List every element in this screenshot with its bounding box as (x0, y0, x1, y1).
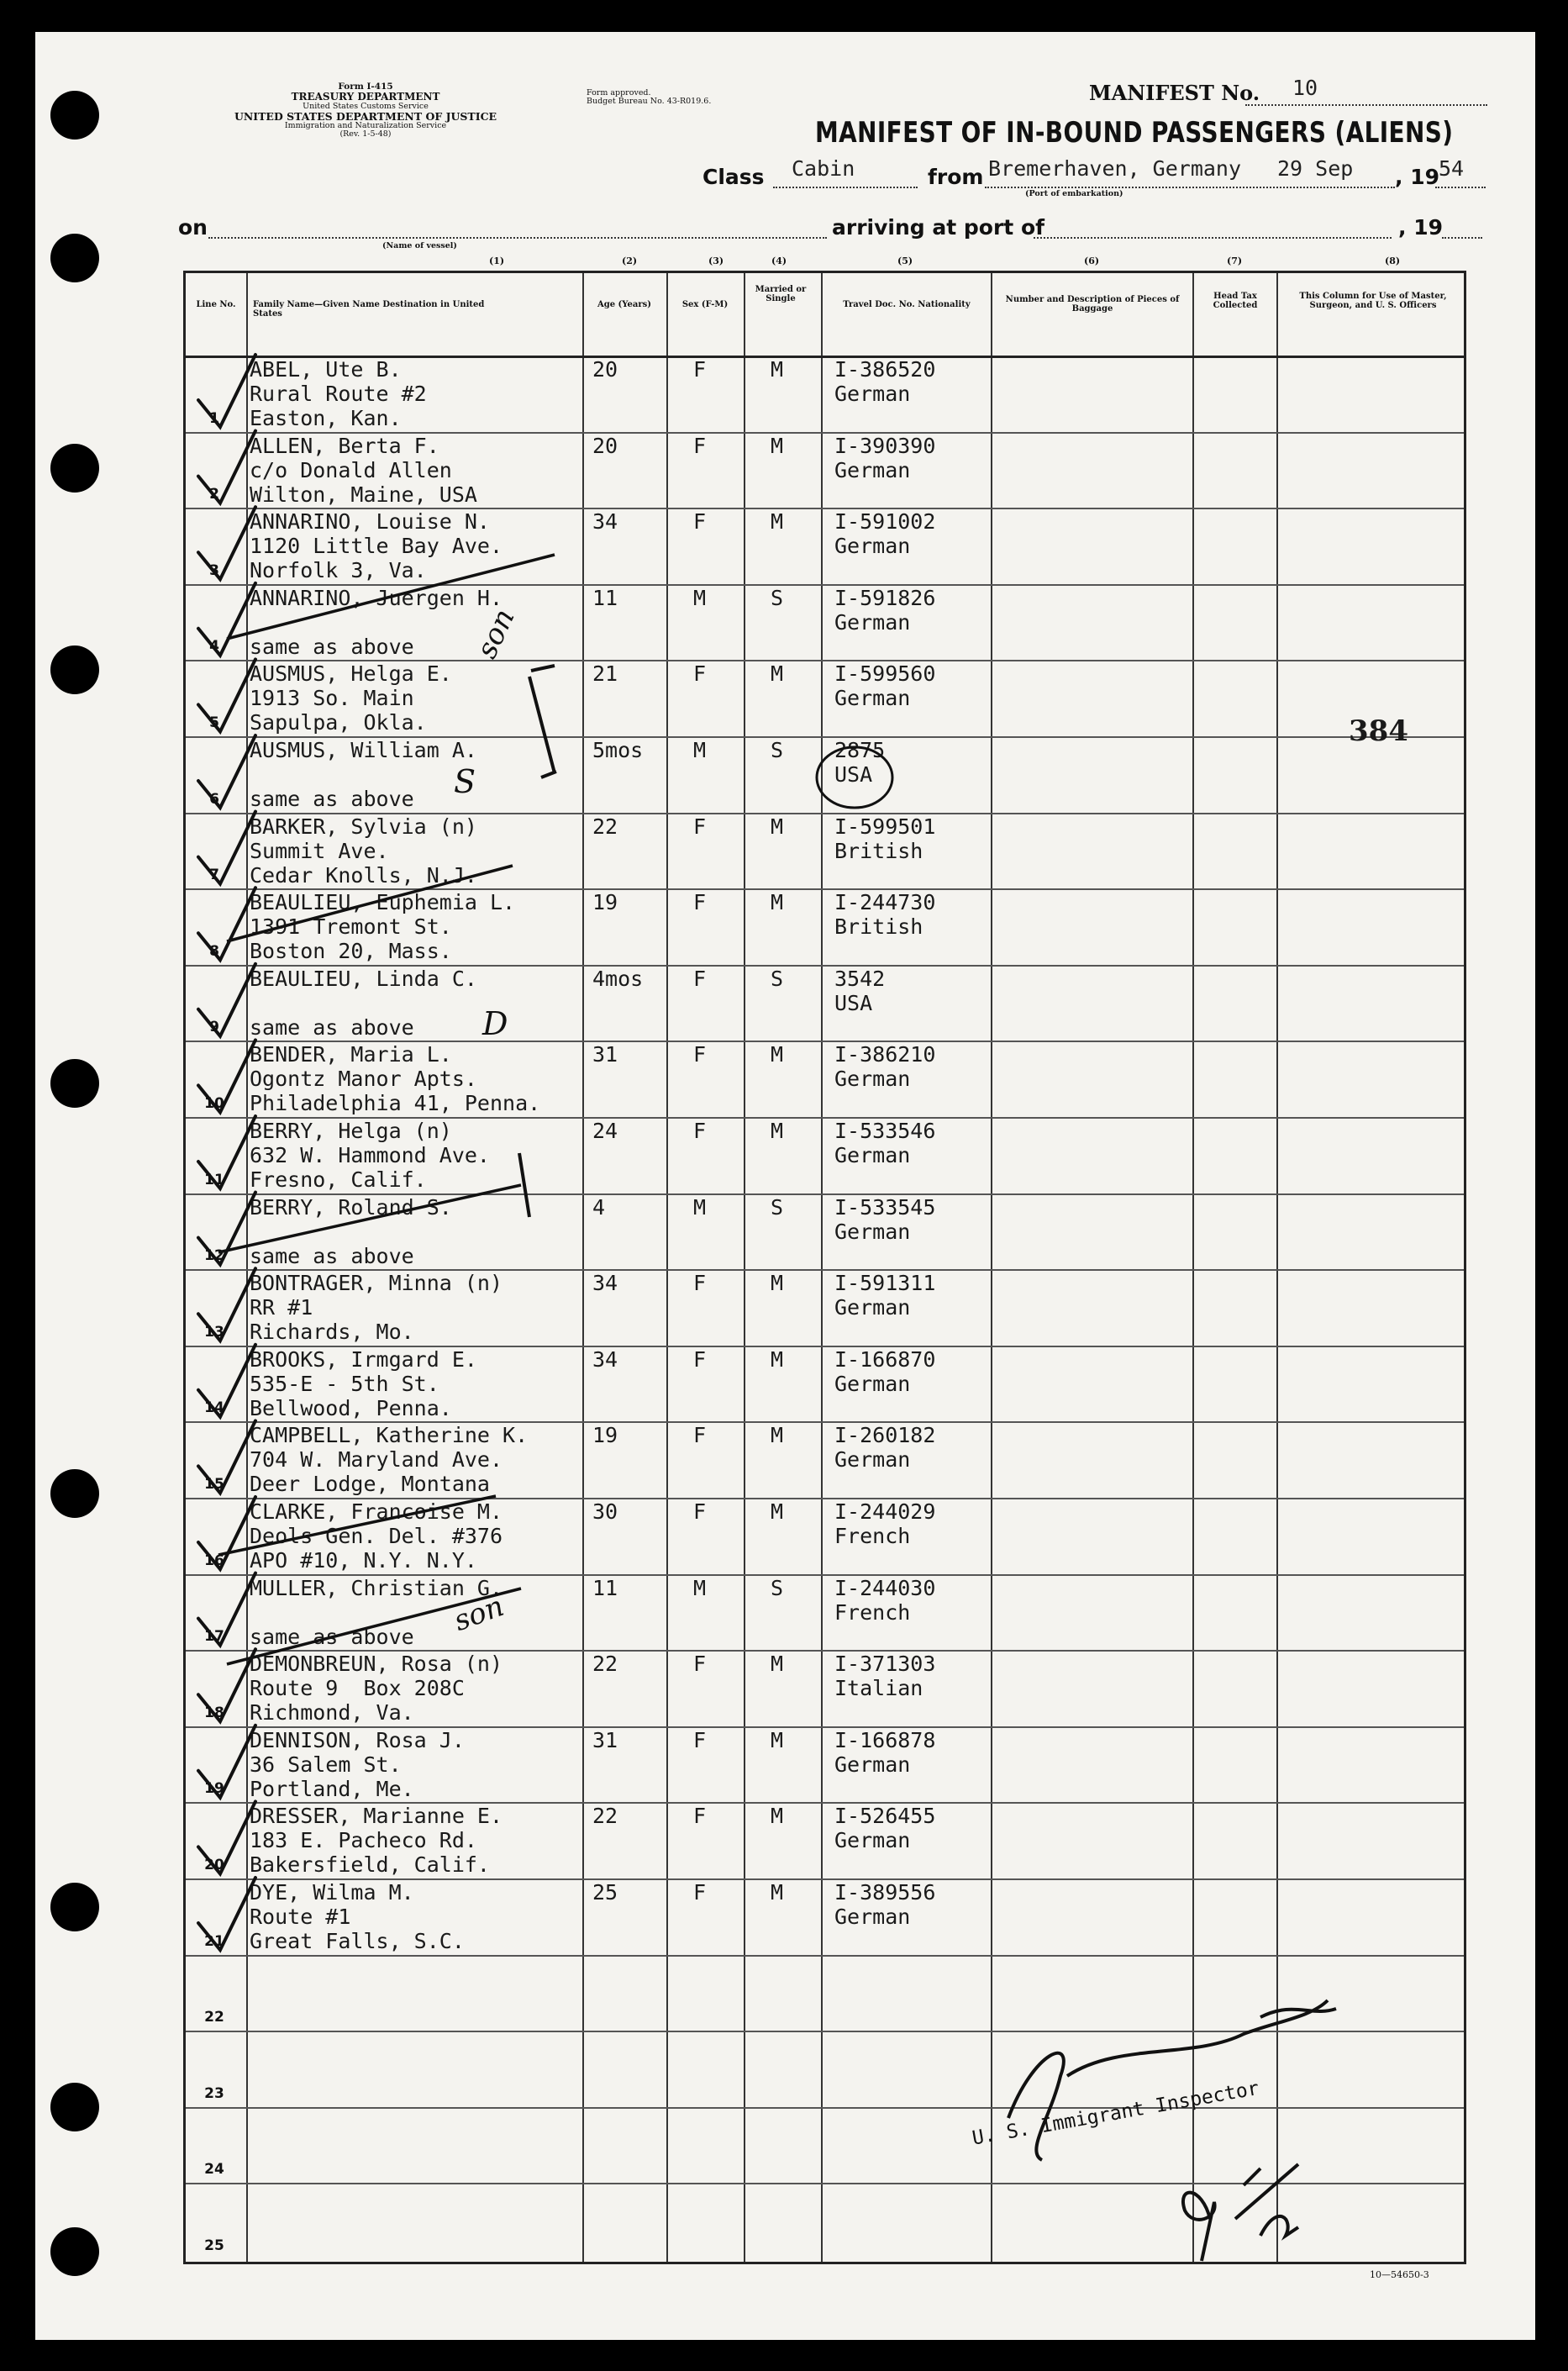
passenger-age: 20 (592, 357, 618, 382)
passenger-name: BEAULIEU, Linda C. (250, 966, 477, 991)
col-head-tax: Head Tax Collected (1213, 292, 1258, 310)
destination-line-1: RR #1 (250, 1295, 313, 1320)
line-number: 17 (204, 1628, 224, 1646)
passenger-sex: F (693, 1727, 707, 1752)
passenger-marital: M (771, 1346, 784, 1372)
travel-doc-number: I-244030 (834, 1575, 936, 1600)
passenger-age: 34 (592, 509, 618, 535)
line-number: 21 (204, 1932, 224, 1950)
year-line (1435, 187, 1486, 188)
line-number: 11 (204, 1171, 224, 1188)
col-num-5: (5) (897, 256, 913, 266)
passenger-name: BONTRAGER, Minna (n) (250, 1271, 503, 1296)
dept-justice-sub: Immigration and Naturalization Service (284, 120, 447, 130)
nationality: French (834, 1599, 911, 1625)
nationality: German (834, 1067, 911, 1092)
nationality: Italian (834, 1676, 923, 1701)
passenger-sex: F (693, 890, 707, 915)
line-number: 22 (204, 2009, 224, 2026)
col-head-travel: Travel Doc. No. Nationality (843, 300, 971, 309)
manifest-number: 10 (1292, 76, 1318, 100)
col-num-4: (4) (771, 256, 787, 266)
passenger-sex: M (693, 1194, 707, 1220)
form-number: Form I-415 (338, 82, 393, 92)
line-number: 15 (204, 1476, 224, 1493)
travel-doc-number: I-599560 (834, 661, 936, 687)
passenger-name: AUSMUS, William A. (250, 738, 477, 762)
destination-line-1: 535-E - 5th St. (250, 1371, 439, 1396)
passenger-name: BERRY, Helga (n) (250, 1119, 452, 1143)
nationality: USA (834, 762, 873, 787)
class-line (773, 187, 918, 188)
travel-doc-number: I-591002 (834, 509, 936, 535)
passenger-age: 5mos (592, 738, 644, 762)
binder-hole (50, 234, 99, 282)
passenger-marital: M (771, 1042, 784, 1067)
inspector-note (1309, 2236, 1312, 2237)
nationality: German (834, 1828, 911, 1853)
col-num-3: (3) (708, 256, 724, 266)
destination-line-2: same as above (250, 634, 414, 659)
destination-line-1: 36 Salem St. (250, 1752, 402, 1777)
nationality: German (834, 1219, 911, 1244)
passenger-sex: F (693, 1119, 707, 1143)
passenger-age: 19 (592, 890, 618, 915)
line-number: 5 (209, 714, 219, 731)
passenger-sex: M (693, 1575, 707, 1600)
travel-doc-number: 3542 (834, 966, 886, 991)
line-number: 13 (204, 1323, 224, 1341)
vessel-line (208, 237, 827, 239)
line-number: 9 (209, 1019, 219, 1036)
col-head-name: Family Name—Given Name Destination in United States (253, 300, 485, 319)
destination-line-1: c/o Donald Allen (250, 457, 452, 482)
col-num-1: (1) (489, 256, 505, 266)
destination-line-1: 632 W. Hammond Ave. (250, 1143, 490, 1167)
passenger-name: DRESSER, Marianne E. (250, 1804, 503, 1829)
handwritten-son-1: son (470, 603, 522, 664)
passenger-sex: F (693, 1042, 707, 1067)
passenger-sex: F (693, 1423, 707, 1448)
passenger-name: ABEL, Ute B. (250, 357, 402, 382)
destination-line-1: 1120 Little Bay Ave. (250, 534, 503, 559)
travel-doc-number: I-526455 (834, 1804, 936, 1829)
passenger-age: 19 (592, 1423, 618, 1448)
passenger-age: 31 (592, 1727, 618, 1752)
nationality: German (834, 1143, 911, 1167)
destination-line-2: Wilton, Maine, USA (250, 482, 477, 507)
line-number: 25 (204, 2237, 224, 2254)
passenger-sex: F (693, 509, 707, 535)
dept-treasury: TREASURY DEPARTMENT (291, 91, 440, 103)
passenger-age: 34 (592, 1346, 618, 1372)
on-label: on (178, 215, 208, 240)
footer-code: 10—54650-3 (1370, 2269, 1429, 2280)
destination-line-2: Deer Lodge, Montana (250, 1472, 490, 1497)
passenger-age: 4 (592, 1194, 606, 1220)
binder-hole (50, 91, 99, 140)
travel-doc-number: I-386520 (834, 357, 936, 382)
travel-doc-number: I-244029 (834, 1499, 936, 1524)
passenger-marital: M (771, 814, 784, 839)
handwritten-d: D (482, 1005, 508, 1042)
line-number: 8 (209, 942, 219, 960)
col-divider (1192, 273, 1194, 2262)
col-num-6: (6) (1084, 256, 1100, 266)
passenger-name: BROOKS, Irmgard E. (250, 1346, 477, 1372)
passenger-marital: M (771, 357, 784, 382)
line-number: 18 (204, 1704, 224, 1721)
binder-hole (50, 444, 99, 493)
passenger-name: ANNARINO, Louise N. (250, 509, 490, 535)
destination-line-2: Cedar Knolls, N.J. (250, 862, 477, 888)
dept-justice: UNITED STATES DEPARTMENT OF JUSTICE (234, 109, 497, 123)
destination-line-2: Bellwood, Penna. (250, 1395, 452, 1420)
passenger-marital: M (771, 1652, 784, 1677)
from-line (985, 187, 1395, 188)
from-label: from (928, 165, 984, 189)
col-head-sex: Sex (F-M) (681, 300, 729, 309)
vessel-caption: (Name of vessel) (382, 241, 457, 250)
passenger-name: DENNISON, Rosa J. (250, 1727, 465, 1752)
destination-line-1: Route 9 Box 208C (250, 1676, 465, 1701)
line-number: 2 (209, 486, 219, 503)
travel-doc-number: 2875 (834, 738, 886, 762)
passenger-table (183, 271, 1466, 2264)
travel-doc-number: I-533545 (834, 1194, 936, 1220)
nationality: USA (834, 990, 873, 1015)
col-divider (821, 273, 823, 2262)
passenger-age: 22 (592, 1652, 618, 1677)
handwritten-s: S (454, 763, 476, 800)
passenger-age: 24 (592, 1119, 618, 1143)
passenger-sex: F (693, 357, 707, 382)
passenger-age: 22 (592, 814, 618, 839)
travel-doc-number: I-166870 (834, 1346, 936, 1372)
destination-line-1: Rural Route #2 (250, 382, 427, 406)
passenger-age: 22 (592, 1804, 618, 1829)
destination-line-2: Norfolk 3, Va. (250, 558, 427, 583)
line-number: 24 (204, 2161, 224, 2179)
passenger-name: CAMPBELL, Katherine K. (250, 1423, 529, 1448)
line-number: 10 (204, 1095, 224, 1112)
nationality: German (834, 1371, 911, 1396)
destination-line-2: Portland, Me. (250, 1776, 414, 1801)
passenger-marital: M (771, 661, 784, 687)
nationality: British (834, 914, 923, 940)
arriving-label: arriving at port of (832, 215, 1044, 240)
destination-line-1: 1913 So. Main (250, 686, 414, 711)
form-approval: Form approved. Budget Bureau No. 43-R019.6. (587, 88, 712, 106)
manifest-number-label: MANIFEST No. (1089, 81, 1260, 105)
line-number: 12 (204, 1247, 224, 1265)
passenger-sex: M (693, 585, 707, 610)
passenger-name: CLARKE, Francoise M. (250, 1499, 503, 1524)
line-number: 7 (209, 867, 219, 884)
destination-line-1: 704 W. Maryland Ave. (250, 1447, 503, 1473)
destination-line-2: same as above (250, 1624, 414, 1649)
travel-doc-number: I-244730 (834, 890, 936, 915)
passenger-age: 11 (592, 1575, 618, 1600)
destination-line-2: same as above (250, 787, 414, 811)
passenger-marital: S (771, 585, 784, 610)
nationality: German (834, 1905, 911, 1929)
nationality: French (834, 1524, 911, 1548)
binder-hole (50, 1469, 99, 1518)
destination-line-2: same as above (250, 1014, 414, 1040)
passenger-sex: F (693, 1499, 707, 1524)
form-revision: (Rev. 1-5-48) (339, 129, 392, 139)
passenger-sex: F (693, 966, 707, 991)
row-divider (186, 2031, 1464, 2032)
col-head-officers: This Column for Use of Master, Surgeon, and U. S. Officers (1299, 292, 1447, 310)
destination-line-2: Richmond, Va. (250, 1700, 414, 1726)
binder-hole (50, 1883, 99, 1931)
line-number: 3 (209, 561, 219, 579)
nationality: German (834, 1295, 911, 1320)
arrival-year-line (1442, 237, 1482, 239)
passenger-marital: M (771, 509, 784, 535)
destination-line-2: Easton, Kan. (250, 406, 402, 430)
destination-line-2: Bakersfield, Calif. (250, 1852, 490, 1878)
line-number: 4 (209, 638, 219, 656)
destination-line-2: same as above (250, 1243, 414, 1268)
travel-doc-number: I-599501 (834, 814, 936, 839)
col-head-line: Line No. (196, 300, 236, 309)
passenger-name: AUSMUS, Helga E. (250, 661, 452, 687)
destination-line-2: Richards, Mo. (250, 1320, 414, 1345)
col-num-8: (8) (1385, 256, 1401, 266)
passenger-sex: F (693, 1880, 707, 1905)
passenger-marital: M (771, 1804, 784, 1829)
destination-line-2: Boston 20, Mass. (250, 939, 452, 964)
nationality: British (834, 838, 923, 863)
handwritten-son-2: son (449, 1589, 508, 1639)
passenger-name: DEMONBREUN, Rosa (n) (250, 1652, 503, 1677)
travel-doc-number: I-260182 (834, 1423, 936, 1448)
col-divider (991, 273, 992, 2262)
passenger-marital: M (771, 1423, 784, 1448)
embark-date: 29 Sep (1277, 156, 1354, 181)
line-number: 19 (204, 1780, 224, 1798)
travel-doc-number: I-591826 (834, 585, 936, 610)
col-head-married: Married or Single (755, 285, 807, 303)
passenger-sex: M (693, 738, 707, 762)
destination-line-1: Deols Gen. Del. #376 (250, 1524, 503, 1548)
passenger-marital: S (771, 1575, 784, 1600)
line-number: 23 (204, 2084, 224, 2102)
destination-line-2: APO #10, N.Y. N.Y. (250, 1548, 477, 1573)
travel-doc-number: I-386210 (834, 1042, 936, 1067)
passenger-marital: M (771, 1271, 784, 1296)
manifest-number-line (1245, 104, 1487, 106)
col-head-baggage: Number and Description of Pieces of Baggage (1005, 295, 1180, 313)
nationality: German (834, 686, 911, 711)
passenger-sex: F (693, 1652, 707, 1677)
passenger-age: 31 (592, 1042, 618, 1067)
passenger-marital: S (771, 1194, 784, 1220)
col-divider (666, 273, 668, 2262)
col-divider (1276, 273, 1278, 2262)
row-divider (186, 2107, 1464, 2109)
travel-doc-number: I-166878 (834, 1727, 936, 1752)
passenger-name: BARKER, Sylvia (n) (250, 814, 477, 839)
embark-year: 54 (1439, 156, 1465, 181)
destination-line-1: Route #1 (250, 1905, 351, 1929)
nationality: German (834, 1752, 911, 1777)
passenger-age: 4mos (592, 966, 644, 991)
passenger-marital: M (771, 433, 784, 458)
embark-port: Bremerhaven, Germany (988, 156, 1242, 181)
col-divider (582, 273, 584, 2262)
nationality: German (834, 534, 911, 559)
col-num-7: (7) (1227, 256, 1243, 266)
destination-line-2: Sapulpa, Okla. (250, 710, 427, 735)
arrival-port-line (1034, 237, 1392, 239)
inspector-stamp: U. S. Immigrant Inspector (971, 2077, 1261, 2150)
passenger-name: ALLEN, Berta F. (250, 433, 439, 458)
class-label: Class (702, 165, 765, 189)
binder-hole (50, 645, 99, 694)
nationality: German (834, 382, 911, 406)
passenger-name: BENDER, Maria L. (250, 1042, 452, 1067)
binder-hole (50, 2227, 99, 2276)
passenger-marital: S (771, 966, 784, 991)
arrival-year-suffix: , 19 (1398, 215, 1443, 240)
passenger-marital: M (771, 1119, 784, 1143)
passenger-sex: F (693, 1346, 707, 1372)
destination-line-1: 1391 Tremont St. (250, 914, 452, 940)
travel-doc-number: I-371303 (834, 1652, 936, 1677)
passenger-age: 21 (592, 661, 618, 687)
passenger-age: 25 (592, 1880, 618, 1905)
passenger-age: 20 (592, 433, 618, 458)
officer-note-number: 384 (1349, 714, 1408, 748)
passenger-sex: F (693, 1271, 707, 1296)
passenger-name: MULLER, Christian G. (250, 1575, 503, 1600)
passenger-marital: M (771, 1499, 784, 1524)
travel-doc-number: I-591311 (834, 1271, 936, 1296)
year-prefix: , 19 (1395, 165, 1439, 189)
row-divider (186, 1955, 1464, 1957)
nationality: German (834, 1447, 911, 1473)
passenger-marital: M (771, 1727, 784, 1752)
line-number: 1 (209, 409, 219, 427)
passenger-age: 34 (592, 1271, 618, 1296)
nationality: German (834, 609, 911, 635)
passenger-sex: F (693, 661, 707, 687)
travel-doc-number: I-389556 (834, 1880, 936, 1905)
passenger-sex: F (693, 814, 707, 839)
line-number: 6 (209, 790, 219, 808)
passenger-name: ANNARINO, Juergen H. (250, 585, 503, 610)
destination-line-2: Great Falls, S.C. (250, 1929, 465, 1953)
destination-line-2: Philadelphia 41, Penna. (250, 1091, 541, 1116)
row-divider (186, 2183, 1464, 2184)
col-num-2: (2) (622, 256, 638, 266)
passenger-name: BERRY, Roland S. (250, 1194, 452, 1220)
destination-line-1: Summit Ave. (250, 838, 389, 863)
line-number: 16 (204, 1552, 224, 1569)
binder-hole (50, 1059, 99, 1108)
passenger-age: 30 (592, 1499, 618, 1524)
travel-doc-number: I-390390 (834, 433, 936, 458)
col-head-age: Age (Years) (597, 300, 652, 309)
passenger-sex: F (693, 433, 707, 458)
dept-treasury-sub: United States Customs Service (303, 101, 429, 111)
line-number: 14 (204, 1399, 224, 1417)
destination-line-1: 183 E. Pacheco Rd. (250, 1828, 477, 1853)
passenger-name: DYE, Wilma M. (250, 1880, 414, 1905)
form-header (176, 82, 555, 139)
port-caption: (Port of embarkation) (1025, 189, 1123, 198)
passenger-age: 11 (592, 585, 618, 610)
col-divider (246, 273, 248, 2262)
class-value: Cabin (792, 156, 855, 181)
destination-line-2: Fresno, Calif. (250, 1167, 427, 1192)
passenger-marital: M (771, 890, 784, 915)
line-number: 20 (204, 1857, 224, 1873)
manifest-title: MANIFEST OF IN-BOUND PASSENGERS (ALIENS) (815, 116, 1454, 150)
destination-line-1: Ogontz Manor Apts. (250, 1067, 477, 1092)
col-divider (744, 273, 745, 2262)
nationality: German (834, 457, 911, 482)
travel-doc-number: I-533546 (834, 1119, 936, 1143)
passenger-marital: M (771, 1880, 784, 1905)
binder-hole (50, 2083, 99, 2131)
passenger-name: BEAULIEU, Euphemia L. (250, 890, 516, 915)
passenger-sex: F (693, 1804, 707, 1829)
passenger-marital: S (771, 738, 784, 762)
